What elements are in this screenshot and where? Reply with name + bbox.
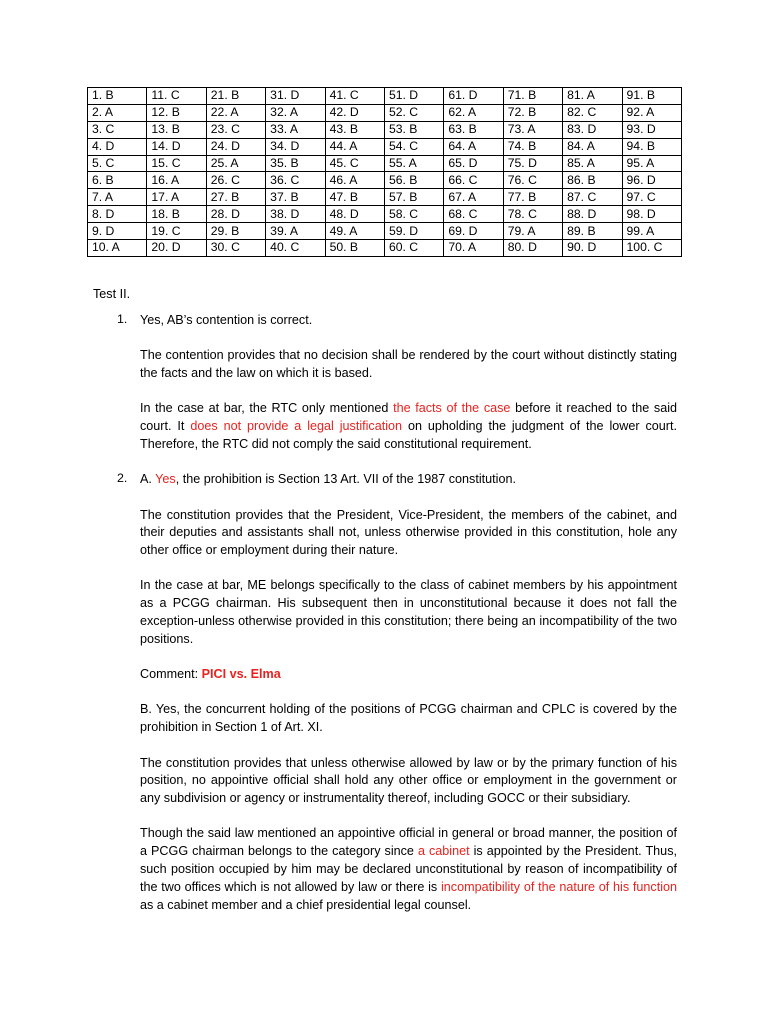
- answer-cell: 58. C: [384, 206, 443, 223]
- answer-cell: 17. A: [147, 189, 206, 206]
- answer-cell: 41. C: [325, 88, 384, 105]
- answer-cell: 97. C: [622, 189, 681, 206]
- comment: [140, 666, 677, 684]
- answer-cell: 25. A: [206, 155, 265, 172]
- answer-cell: 88. D: [563, 206, 622, 223]
- question-2: [117, 471, 677, 914]
- test-ii-content: [117, 312, 677, 914]
- text-run: is appointed by the President. Thus, such position occupied by him may be declared unconstitutional by reason of incompatibility of the two offices which is not allowed by law or there is: [140, 844, 677, 894]
- answer-cell: 49. A: [325, 223, 384, 240]
- answer-key-body: [88, 88, 682, 257]
- answer-cell: 55. A: [384, 155, 443, 172]
- answer-cell: 59. D: [384, 223, 443, 240]
- answer-cell: 43. B: [325, 121, 384, 138]
- answer-cell: 78. C: [503, 206, 562, 223]
- comment-case: PICI vs. Elma: [201, 667, 281, 682]
- answer-cell: 72. B: [503, 104, 562, 121]
- answer-cell: 67. A: [444, 189, 503, 206]
- highlight-facts: the facts of the case: [393, 401, 511, 416]
- question-1-application: [140, 400, 677, 453]
- answer-cell: 92. A: [622, 104, 681, 121]
- answer-cell: 2. A: [88, 104, 147, 121]
- answer-cell: 31. D: [266, 88, 325, 105]
- answer-cell: 44. A: [325, 138, 384, 155]
- comment-label: Comment:: [140, 667, 202, 682]
- answer-cell: 96. D: [622, 172, 681, 189]
- answer-cell: 45. C: [325, 155, 384, 172]
- question-1: [117, 312, 677, 454]
- answer-cell: 83. D: [563, 121, 622, 138]
- answer-cell: 62. A: [444, 104, 503, 121]
- answer-cell: 21. B: [206, 88, 265, 105]
- answer-cell: 66. C: [444, 172, 503, 189]
- answer-cell: 91. B: [622, 88, 681, 105]
- question-1-rule: The contention provides that no decision shall be rendered by the court without distinctly stating the facts and the law on which it is based.: [140, 348, 677, 381]
- answer-cell: 22. A: [206, 104, 265, 121]
- table-row: [88, 121, 682, 138]
- question-2b-application: [140, 825, 677, 914]
- answer-cell: 98. D: [622, 206, 681, 223]
- answer-cell: 26. C: [206, 172, 265, 189]
- answer-cell: 89. B: [563, 223, 622, 240]
- answer-cell: 11. C: [147, 88, 206, 105]
- answer-cell: 27. B: [206, 189, 265, 206]
- answer-cell: 73. A: [503, 121, 562, 138]
- text-run: on upholding the judgment of the lower court. Therefore, the RTC did not comply the said constitutional requirement.: [140, 419, 677, 451]
- answer-cell: 54. C: [384, 138, 443, 155]
- question-2a-rule: The constitution provides that the President, Vice-President, the members of the cabinet, and their deputies and assistants shall not, unless otherwise provided in this constitution, hole any other office or employment during their nature.: [140, 507, 677, 558]
- question-2a-answer: [140, 471, 677, 489]
- answer-cell: 23. C: [206, 121, 265, 138]
- answer-cell: 7. A: [88, 189, 147, 206]
- answer-cell: 37. B: [266, 189, 325, 206]
- answer-cell: 32. A: [266, 104, 325, 121]
- answer-cell: 90. D: [563, 240, 622, 257]
- answer-cell: 51. D: [384, 88, 443, 105]
- label-a: A.: [140, 472, 156, 487]
- answer-cell: 40. C: [266, 240, 325, 257]
- table-row: [88, 206, 682, 223]
- answer-cell: 8. D: [88, 206, 147, 223]
- answer-cell: 60. C: [384, 240, 443, 257]
- answer-cell: 69. D: [444, 223, 503, 240]
- answer-cell: 15. C: [147, 155, 206, 172]
- answer-cell: 52. C: [384, 104, 443, 121]
- answer-cell: 29. B: [206, 223, 265, 240]
- answer-cell: 61. D: [444, 88, 503, 105]
- highlight-incompatibility: incompatibility of the nature of his function: [440, 879, 678, 894]
- answer-cell: 48. D: [325, 206, 384, 223]
- answer-cell: 1. B: [88, 88, 147, 105]
- answer-cell: 56. B: [384, 172, 443, 189]
- answer-cell: 95. A: [622, 155, 681, 172]
- answer-cell: 75. D: [503, 155, 562, 172]
- answer-cell: 30. C: [206, 240, 265, 257]
- table-row: [88, 172, 682, 189]
- question-1-answer: Yes, AB’s contention is correct.: [140, 313, 313, 327]
- answer-cell: 65. D: [444, 155, 503, 172]
- answer-cell: 20. D: [147, 240, 206, 257]
- answer-cell: 3. C: [88, 121, 147, 138]
- answer-cell: 74. B: [503, 138, 562, 155]
- answer-cell: 19. C: [147, 223, 206, 240]
- question-1-number: 1.: [117, 312, 128, 326]
- answer-cell: 42. D: [325, 104, 384, 121]
- answer-cell: 34. D: [266, 138, 325, 155]
- answer-cell: 10. A: [88, 240, 147, 257]
- answer-cell: 6. B: [88, 172, 147, 189]
- answer-cell: 85. A: [563, 155, 622, 172]
- answer-cell: 36. C: [266, 172, 325, 189]
- test-ii-heading: Test II.: [93, 287, 131, 301]
- answer-cell: 16. A: [147, 172, 206, 189]
- text-run: In the case at bar, the RTC only mentioned: [140, 401, 394, 416]
- highlight-yes: Yes: [155, 472, 176, 487]
- table-row: [88, 189, 682, 206]
- answer-cell: 63. B: [444, 121, 503, 138]
- answer-cell: 50. B: [325, 240, 384, 257]
- answer-cell: 39. A: [266, 223, 325, 240]
- answer-cell: 47. B: [325, 189, 384, 206]
- answer-cell: 35. B: [266, 155, 325, 172]
- question-2a-application: In the case at bar, ME belongs specifically to the class of cabinet members by his appointment as a PCGG chairman. His subsequent then in unconstitutional because it does not fall the exception-unless otherwise provided in this constitution; there being an incompatibility of the two positions.: [140, 578, 677, 646]
- answer-cell: 33. A: [266, 121, 325, 138]
- table-row: [88, 138, 682, 155]
- answer-cell: 100. C: [622, 240, 681, 257]
- answer-cell: 53. B: [384, 121, 443, 138]
- answer-cell: 38. D: [266, 206, 325, 223]
- answer-cell: 93. D: [622, 121, 681, 138]
- answer-cell: 84. A: [563, 138, 622, 155]
- answer-cell: 13. B: [147, 121, 206, 138]
- question-2b-answer: B. Yes, the concurrent holding of the positions of PCGG chairman and CPLC is covered by the prohibition in Section 1 of Art. XI.: [140, 702, 677, 735]
- table-row: [88, 155, 682, 172]
- answer-cell: 87. C: [563, 189, 622, 206]
- table-row: [88, 104, 682, 121]
- answer-cell: 81. A: [563, 88, 622, 105]
- answer-cell: 76. C: [503, 172, 562, 189]
- highlight-no-legal-justification: does not provide a legal justification: [190, 419, 403, 434]
- answer-cell: 24. D: [206, 138, 265, 155]
- answer-cell: 12. B: [147, 104, 206, 121]
- answer-cell: 9. D: [88, 223, 147, 240]
- answer-cell: 14. D: [147, 138, 206, 155]
- answer-cell: 5. C: [88, 155, 147, 172]
- answer-cell: 86. B: [563, 172, 622, 189]
- text-run: Though the said law mentioned an appointive official in general or broad manner, the position of a PCGG chairman belongs to the category since: [140, 826, 677, 859]
- answer-cell: 79. A: [503, 223, 562, 240]
- question-2-number: 2.: [117, 471, 128, 486]
- answer-cell: 99. A: [622, 223, 681, 240]
- table-row: [88, 88, 682, 105]
- answer-cell: 68. C: [444, 206, 503, 223]
- answer-cell: 18. B: [147, 206, 206, 223]
- answer-cell: 80. D: [503, 240, 562, 257]
- answer-cell: 70. A: [444, 240, 503, 257]
- answer-cell: 94. B: [622, 138, 681, 155]
- answer-cell: 4. D: [88, 138, 147, 155]
- question-2b-rule: The constitution provides that unless otherwise allowed by law or by the primary function of his position, no appointive official shall hold any other office or employment in the government or any subdivision or agency or instrumentality thereof, including GOCC or their subsidiary.: [140, 755, 677, 806]
- table-row: [88, 223, 682, 240]
- answer-cell: 64. A: [444, 138, 503, 155]
- answer-cell: 77. B: [503, 189, 562, 206]
- answer-cell: 28. D: [206, 206, 265, 223]
- table-row: [88, 240, 682, 257]
- answer-cell: 71. B: [503, 88, 562, 105]
- text-run: as a cabinet member and a chief presidential legal counsel.: [140, 897, 472, 912]
- text-run: , the prohibition is Section 13 Art. VII of the 1987 constitution.: [175, 472, 516, 487]
- answer-cell: 57. B: [384, 189, 443, 206]
- text-run: before it reached to the said court. It: [140, 401, 677, 434]
- answer-cell: 82. C: [563, 104, 622, 121]
- highlight-a-cabinet: a cabinet: [417, 844, 470, 859]
- answer-cell: 46. A: [325, 172, 384, 189]
- answer-key-table: [87, 87, 682, 257]
